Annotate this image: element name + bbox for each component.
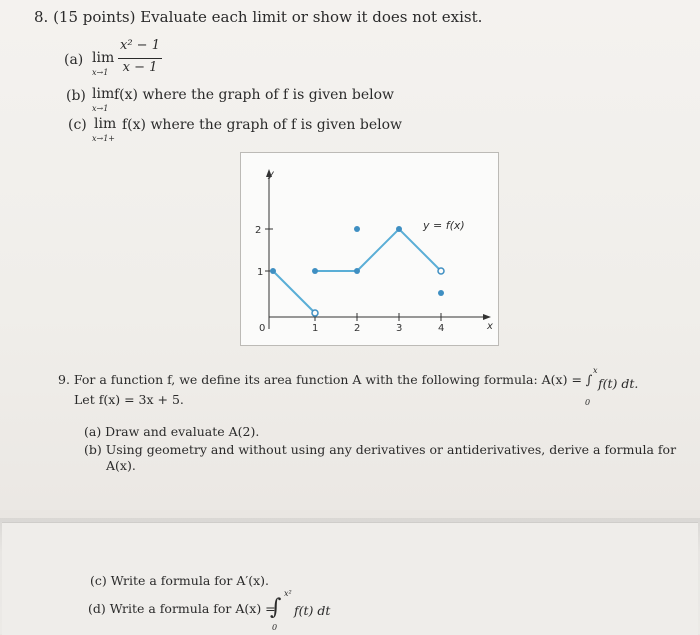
question-9-line1: 9. For a function f, we define its area function A with the following formula: A(x) = ∫ [58, 372, 593, 387]
part-b-lim: lim [92, 86, 115, 102]
x-tick-label-4: 4 [438, 323, 445, 334]
part-c-text: f(x) where the graph of f is given below [122, 117, 403, 133]
peak-point-3-2 [396, 226, 402, 232]
question-8-header: 8. (15 points) Evaluate each limit or show it does not exist. [34, 8, 483, 26]
part-a-lim-sub: x→1 [92, 68, 109, 77]
closed-point-0-1 [270, 268, 276, 274]
question-9-part-d-tail: f(t) dt [294, 603, 331, 618]
segment-descending [273, 271, 315, 313]
question-9-part-d-upper: x² [284, 589, 292, 598]
y-tick-label-1: 1 [257, 267, 264, 278]
closed-point-2-1 [354, 268, 360, 274]
isolated-point-2-2 [354, 226, 360, 232]
x-tick-label-1: 1 [312, 323, 319, 334]
x-tick-label-0: 0 [259, 323, 266, 334]
open-point-4-1 [438, 268, 444, 274]
part-a-denominator: x − 1 [122, 60, 158, 75]
function-label: y = f(x) [423, 219, 465, 232]
part-b-lim-sub: x→1 [92, 104, 109, 113]
isolated-point-4-half [438, 290, 444, 296]
integral-sign-icon: ∫ [270, 595, 282, 620]
closed-point-1-1 [312, 268, 318, 274]
open-point-1-0 [312, 310, 318, 316]
question-9-line2: Let f(x) = 3x + 5. [74, 392, 184, 407]
question-9-integral-lower: 0 [585, 398, 591, 407]
question-9-integral-upper: x [593, 366, 598, 375]
part-a-lim: lim [92, 50, 115, 66]
question-9-part-d: (d) Write a formula for A(x) = [88, 601, 276, 616]
part-a-numerator: x² − 1 [120, 38, 160, 53]
part-c-lim-sub: x→1+ [92, 134, 116, 143]
question-9-part-c: (c) Write a formula for A′(x). [90, 573, 270, 588]
x-axis-arrow [483, 314, 491, 320]
question-9-part-b-line1: (b) Using geometry and without using any derivatives or antiderivatives, derive a formula for [84, 442, 677, 457]
function-graph [240, 152, 499, 346]
y-tick-label-2: 2 [255, 225, 262, 236]
part-a-label: (a) [64, 52, 84, 68]
part-b-label: (b) [66, 88, 86, 104]
part-b-text: f(x) where the graph of f is given below [114, 87, 395, 103]
question-9-part-b-line2: A(x). [106, 458, 136, 473]
lower-card [2, 522, 698, 635]
x-tick-label-2: 2 [354, 323, 361, 334]
y-axis-label: y [268, 169, 274, 180]
x-axis-label: x [487, 321, 493, 332]
graph-svg [241, 153, 498, 345]
part-c-lim: lim [94, 116, 117, 132]
segment-peak [357, 229, 441, 271]
question-9-part-a: (a) Draw and evaluate A(2). [84, 424, 260, 439]
part-a-fraction-bar [118, 58, 162, 59]
question-9-integral-tail: f(t) dt. [598, 376, 639, 391]
x-tick-label-3: 3 [396, 323, 403, 334]
question-9-part-d-lower: 0 [272, 623, 278, 632]
part-c-label: (c) [68, 117, 87, 133]
